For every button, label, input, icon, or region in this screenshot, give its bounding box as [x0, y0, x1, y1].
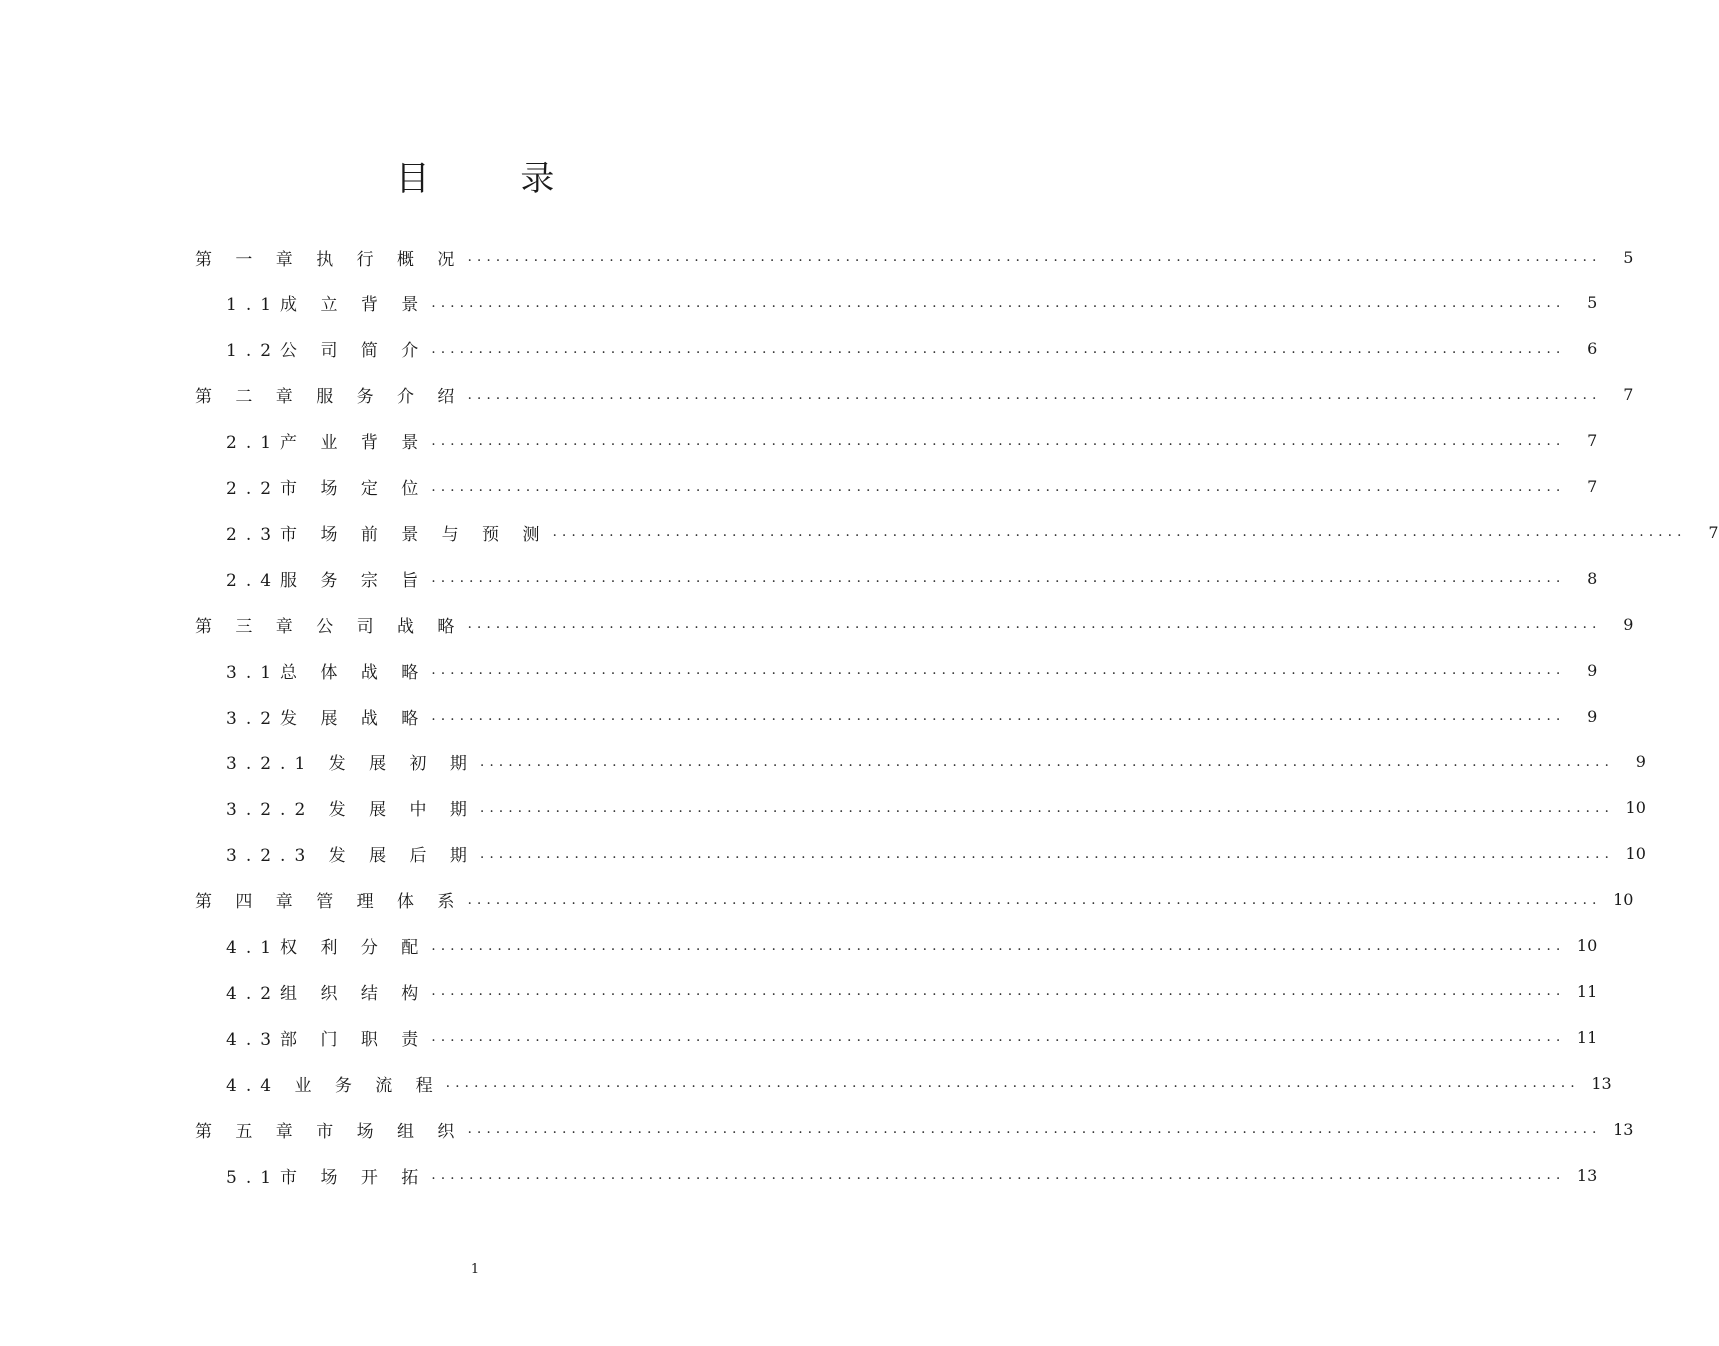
- toc-entry-label: 1.1成 立 背 景: [226, 295, 428, 316]
- toc-entry-page: 10: [1625, 798, 1646, 818]
- toc-dot-leader: ........................................................................................................................: [479, 799, 1614, 816]
- toc-entry-page: 5: [1587, 293, 1598, 313]
- toc-entry[interactable]: [226, 464, 1598, 510]
- toc-dot-leader: ........................................................................................................................: [467, 1121, 1602, 1138]
- toc-dot-leader: ........................................................................................................................: [431, 708, 1566, 724]
- toc-dot-leader: ........................................................................................................................: [431, 340, 1566, 357]
- toc-dot-leader: ........................................................................................................................: [431, 294, 1566, 311]
- toc-entry[interactable]: [195, 234, 1634, 280]
- toc-entry[interactable]: [226, 1152, 1598, 1198]
- toc-entry-label: 4.1权 利 分 配: [226, 938, 428, 958]
- toc-entry-page: 7: [1708, 522, 1719, 542]
- toc-entry-page: 9: [1635, 752, 1646, 772]
- toc-entry[interactable]: [226, 1014, 1598, 1060]
- toc-entry[interactable]: [195, 372, 1634, 418]
- toc-entry-label: 3.2.3 发 展 后 期: [226, 846, 476, 867]
- toc-entry-page: 7: [1623, 385, 1634, 405]
- toc-entry-label: 2.4服 务 宗 旨: [226, 570, 428, 591]
- toc-entry[interactable]: [195, 877, 1634, 923]
- toc-entry-page: 5: [1623, 247, 1634, 267]
- toc-entry[interactable]: [226, 693, 1598, 739]
- toc-dot-leader: ........................................................................................................................: [431, 478, 1566, 495]
- toc-entry[interactable]: [226, 326, 1598, 372]
- toc-entry-label: 第 一 章 执 行 概 况: [195, 249, 464, 270]
- toc-entry-page: 13: [1591, 1073, 1612, 1093]
- toc-entry-page: 9: [1587, 706, 1598, 726]
- toc-entry-label: 3.2.2 发 展 中 期: [226, 800, 476, 821]
- toc-entry-page: 7: [1587, 477, 1598, 496]
- toc-dot-leader: ........................................................................................................................: [467, 249, 1602, 265]
- toc-dot-leader: ........................................................................................................................: [431, 662, 1566, 679]
- toc-dot-leader: ........................................................................................................................: [467, 891, 1602, 908]
- toc-entry-label: 5.1市 场 开 拓: [226, 1167, 428, 1188]
- toc-entry-page: 9: [1587, 660, 1598, 680]
- toc-entry[interactable]: [226, 968, 1598, 1014]
- toc-dot-leader: ........................................................................................................................: [552, 524, 1687, 541]
- toc-entry-label: 第 四 章 管 理 体 系: [195, 892, 464, 913]
- toc-entry[interactable]: [226, 647, 1598, 693]
- toc-entry-page: 8: [1587, 568, 1598, 588]
- page-title: 目 录: [395, 158, 595, 199]
- toc-entry-label: 2.1产 业 背 景: [226, 433, 428, 454]
- toc-dot-leader: ........................................................................................................................: [445, 1075, 1580, 1092]
- toc-entry-page: 13: [1613, 1119, 1634, 1139]
- toc-entry-page: 9: [1623, 614, 1634, 634]
- toc-entry-page: 6: [1587, 339, 1598, 359]
- toc-dot-leader: ........................................................................................................................: [431, 1029, 1566, 1046]
- toc-entry[interactable]: [226, 509, 1719, 555]
- toc-entry-label: 4.3部 门 职 责: [226, 1029, 428, 1050]
- toc-dot-leader: ........................................................................................................................: [431, 1167, 1566, 1183]
- page-number: 1: [470, 1262, 480, 1277]
- toc-dot-leader: ........................................................................................................................: [431, 432, 1566, 449]
- toc-entry-label: 第 三 章 公 司 战 略: [195, 616, 464, 637]
- toc-dot-leader: ........................................................................................................................: [467, 386, 1602, 403]
- toc-entry[interactable]: [226, 785, 1646, 831]
- toc-entry-label: 第 五 章 市 场 组 织: [195, 1121, 464, 1142]
- toc-dot-leader: ........................................................................................................................: [479, 845, 1614, 862]
- toc-entry-page: 10: [1625, 844, 1646, 864]
- toc-entry-label: 2.2市 场 定 位: [226, 479, 428, 499]
- toc-entry[interactable]: [226, 280, 1598, 326]
- toc-entry-label: 4.2组 织 结 构: [226, 983, 428, 1004]
- toc-entry[interactable]: [195, 601, 1634, 647]
- toc-entry-label: 3.2发 展 战 略: [226, 708, 428, 729]
- toc-entry[interactable]: [226, 1060, 1612, 1106]
- toc-entry-page: 13: [1576, 1165, 1598, 1185]
- toc-entry-label: 2.3市 场 前 景 与 预 测: [226, 524, 549, 545]
- toc-entry[interactable]: [226, 739, 1646, 785]
- toc-entry-label: 第 二 章 服 务 介 绍: [195, 387, 464, 408]
- toc-dot-leader: ........................................................................................................................: [431, 570, 1566, 587]
- toc-entry-page: 11: [1576, 981, 1598, 1001]
- toc-entry[interactable]: [195, 1106, 1634, 1152]
- toc-entry-label: 3.2.1 发 展 初 期: [226, 754, 476, 775]
- toc-entry-label: 4.4 业 务 流 程: [226, 1075, 442, 1096]
- toc-entry-page: 11: [1576, 1027, 1598, 1047]
- toc-dot-leader: ........................................................................................................................: [467, 616, 1602, 633]
- toc-entry-page: 10: [1576, 936, 1598, 955]
- toc-entry-page: 7: [1587, 431, 1598, 451]
- toc-entry-label: 1.2公 司 简 介: [226, 341, 428, 362]
- toc-entry-page: 10: [1613, 890, 1634, 910]
- toc-entry[interactable]: [226, 831, 1646, 877]
- toc-entry[interactable]: [226, 555, 1598, 601]
- toc-entry-label: 3.1总 体 战 略: [226, 662, 428, 683]
- toc-entry[interactable]: [226, 418, 1598, 464]
- toc-dot-leader: ........................................................................................................................: [431, 937, 1566, 954]
- toc-dot-leader: ........................................................................................................................: [479, 753, 1614, 770]
- toc-entry[interactable]: [226, 923, 1598, 969]
- toc-dot-leader: ........................................................................................................................: [431, 983, 1566, 1000]
